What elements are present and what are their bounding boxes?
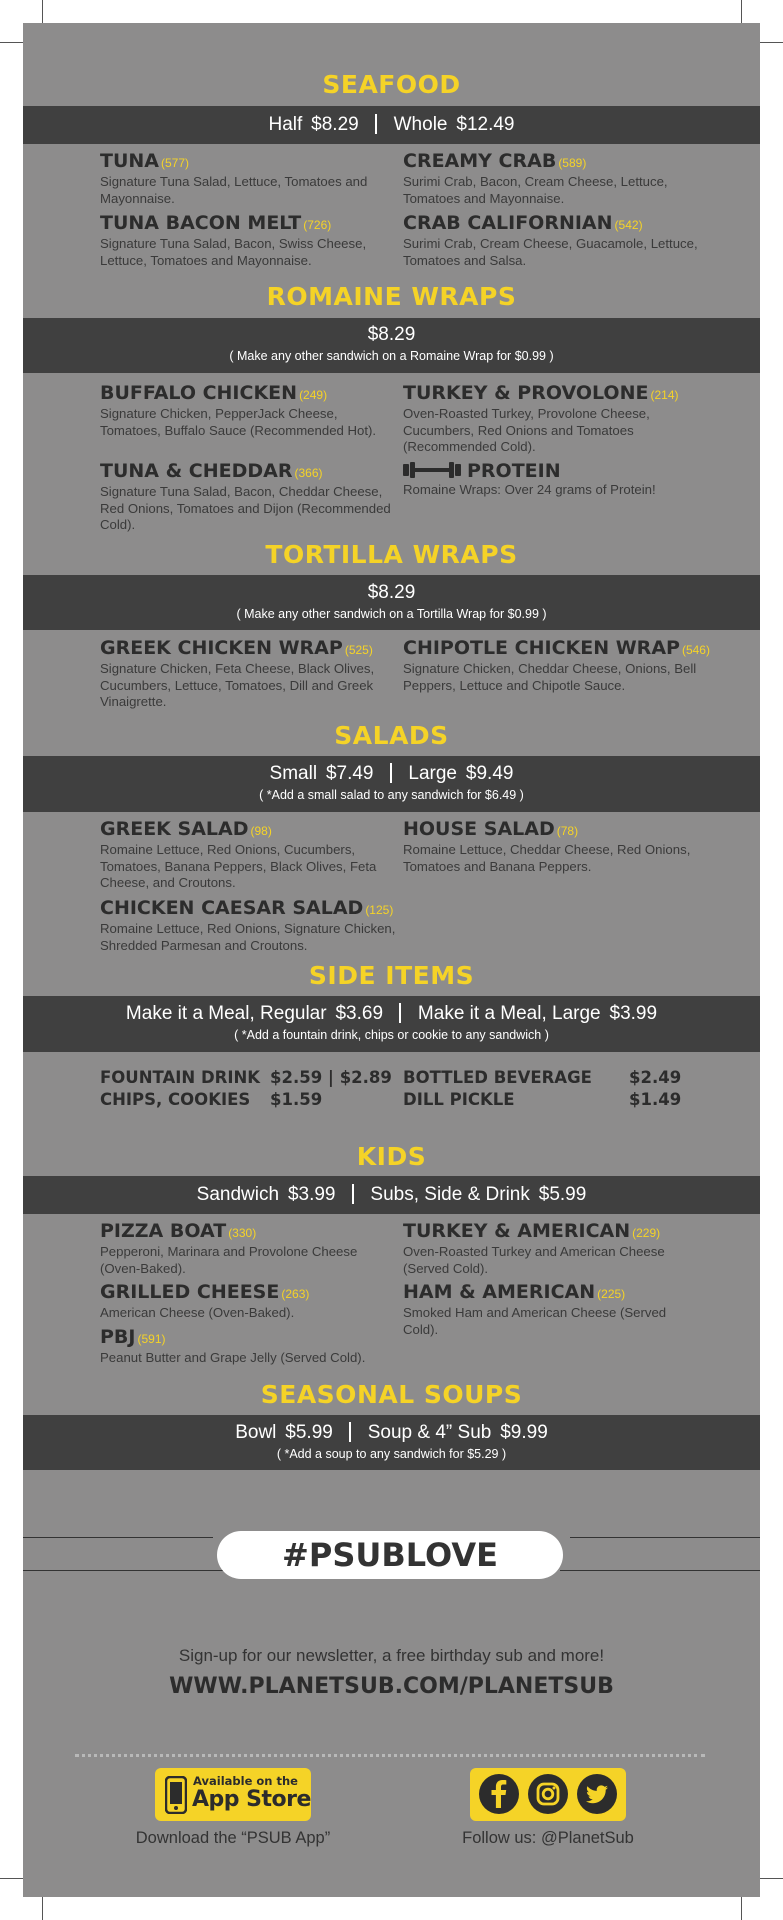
item-name-text: CREAMY CRAB: [403, 150, 557, 172]
item-name-text: PBJ: [100, 1326, 136, 1348]
item-name-text: BUFFALO CHICKEN: [100, 382, 298, 404]
meal-regular-price: $3.69: [335, 1003, 384, 1024]
meal-large-label: Make it a Meal, Large: [417, 1003, 601, 1024]
item-description: Signature Tuna Salad, Bacon, Cheddar Cheese, Red Onions, Tomatoes and Dijon (Recommended Cold).: [100, 484, 391, 532]
item-description: Romaine Lettuce, Red Onions, Signature Chicken, Shredded Parmesan and Croutons.: [100, 921, 396, 953]
item-description: Oven-Roasted Turkey and American Cheese (Served Cold).: [403, 1244, 665, 1276]
item-name: [100, 382, 400, 406]
app-store-small-text: Available on the: [193, 1774, 298, 1788]
item-calories: (577): [161, 156, 190, 170]
item-name-text: TUNA BACON MELT: [100, 212, 302, 234]
price-band-salads: [23, 756, 760, 812]
item-name-text: TURKEY & PROVOLONE: [403, 382, 649, 404]
item-calories: (225): [597, 1287, 626, 1301]
section-title-seafood: SEAFOOD: [322, 70, 461, 99]
meal-regular-label: Make it a Meal, Regular: [125, 1003, 327, 1024]
item-name: [403, 637, 710, 661]
follow-us-text: Follow us: @PlanetSub: [462, 1829, 634, 1847]
item-description: Smoked Ham and American Cheese (Served Cold).: [403, 1305, 667, 1337]
item-name: [403, 212, 703, 236]
item-calories: (98): [250, 824, 272, 838]
bowl-price: $5.99: [285, 1422, 333, 1443]
divider-line: [23, 1570, 223, 1571]
price-band-sides: [23, 996, 760, 1052]
item-name-text: CRAB CALIFORNIAN: [403, 212, 613, 234]
price-band-soups: [23, 1415, 760, 1470]
separator: [352, 1184, 354, 1204]
menu-item: [403, 1220, 703, 1277]
side-item: [403, 1090, 515, 1109]
menu-item: [100, 212, 400, 269]
large-label: Large: [408, 763, 458, 784]
item-name: [403, 818, 703, 842]
menu-item: [100, 637, 400, 711]
item-description: Signature Chicken, Cheddar Cheese, Onions, Bell Peppers, Lettuce and Chipotle Sauce.: [403, 661, 697, 693]
menu-item: [403, 637, 710, 694]
tortilla-note: ( Make any other sandwich on a Tortilla Wrap for $0.99 ): [236, 607, 547, 621]
section-title-salads: SALADS: [334, 721, 449, 750]
item-name: [100, 897, 400, 921]
side-name: DILL PICKLE: [403, 1090, 515, 1109]
item-name: [100, 1281, 400, 1305]
sides-note: ( *Add a fountain drink, chips or cookie to any sandwich ): [234, 1028, 549, 1042]
price-band-tortilla: [23, 575, 760, 630]
section-title-side-items: SIDE ITEMS: [308, 961, 475, 990]
item-name-text: TUNA: [100, 150, 159, 172]
item-name-text: TUNA & CHEDDAR: [100, 460, 293, 482]
social-links: [470, 1768, 626, 1821]
item-description: Signature Tuna Salad, Lettuce, Tomatoes and Mayonnaise.: [100, 174, 368, 206]
item-description: Romaine Wraps: Over 24 grams of Protein!: [403, 482, 656, 497]
soup-combo-label: Soup & 4” Sub: [367, 1422, 492, 1443]
side-price: $2.49: [629, 1068, 682, 1087]
menu-item: [403, 818, 703, 875]
item-name: [403, 460, 703, 482]
item-description: Romaine Lettuce, Red Onions, Cucumbers, Tomatoes, Banana Peppers, Black Olives, Feta Cheese, and Croutons.: [100, 842, 377, 890]
kids-sandwich-label: Sandwich: [196, 1184, 280, 1205]
item-calories: (546): [681, 643, 710, 657]
section-title-tortilla-wraps: TORTILLA WRAPS: [265, 540, 518, 569]
side-price: $1.49: [629, 1090, 682, 1109]
item-name: [100, 1326, 400, 1350]
app-store-button[interactable]: [155, 1768, 311, 1821]
item-name-text: GREEK CHICKEN WRAP: [100, 637, 343, 659]
item-calories: (589): [558, 156, 587, 170]
item-calories: (125): [365, 903, 394, 917]
side-name: BOTTLED BEVERAGE: [403, 1068, 592, 1087]
menu-item: [100, 818, 400, 892]
item-name-text: GRILLED CHEESE: [100, 1281, 280, 1303]
tortilla-price: $8.29: [367, 582, 416, 603]
menu-item: [100, 1326, 400, 1367]
soup-combo-price: $9.99: [500, 1422, 548, 1443]
section-title-kids: KIDS: [356, 1142, 427, 1171]
item-description: Surimi Crab, Cream Cheese, Guacamole, Lettuce, Tomatoes and Salsa.: [403, 236, 698, 268]
item-name-text: TURKEY & AMERICAN: [403, 1220, 631, 1242]
download-app-text: Download the “PSUB App”: [135, 1829, 331, 1847]
item-calories: (214): [650, 388, 679, 402]
item-name: [403, 382, 703, 406]
item-name-text: HAM & AMERICAN: [403, 1281, 596, 1303]
dumbbell-icon: [403, 461, 461, 479]
item-description: Romaine Lettuce, Cheddar Cheese, Red Onions, Tomatoes and Banana Peppers.: [403, 842, 691, 874]
separator: [349, 1422, 351, 1442]
half-label: Half: [268, 114, 303, 135]
menu-item: [403, 460, 703, 499]
side-price: $2.59 | $2.89: [270, 1068, 392, 1087]
romaine-price: $8.29: [367, 324, 416, 345]
bowl-label: Bowl: [235, 1422, 277, 1443]
item-name: [100, 150, 400, 174]
item-name: [100, 818, 400, 842]
section-title-romaine-wraps: ROMAINE WRAPS: [266, 282, 517, 311]
item-description: Signature Tuna Salad, Bacon, Swiss Cheese, Lettuce, Tomatoes and Mayonnaise.: [100, 236, 367, 268]
whole-price: $12.49: [456, 114, 515, 135]
separator: [399, 1003, 401, 1023]
item-calories: (591): [137, 1332, 166, 1346]
item-name: [100, 637, 400, 661]
item-name-text: GREEK SALAD: [100, 818, 249, 840]
large-price: $9.49: [465, 763, 514, 784]
item-calories: (525): [344, 643, 373, 657]
side-item: [100, 1068, 260, 1087]
menu-item: [100, 382, 400, 439]
half-price: $8.29: [311, 114, 359, 135]
phone-icon: [165, 1776, 187, 1814]
section-title-seasonal-soups: SEASONAL SOUPS: [260, 1380, 523, 1409]
item-calories: (229): [632, 1226, 661, 1240]
kids-sandwich-price: $3.99: [287, 1184, 336, 1205]
item-calories: (542): [614, 218, 643, 232]
item-calories: (249): [299, 388, 328, 402]
website-link[interactable]: WWW.PLANETSUB.COM/PLANETSUB: [169, 1674, 614, 1699]
item-name-text: PIZZA BOAT: [100, 1220, 227, 1242]
menu-item: [403, 150, 703, 207]
item-calories: (78): [556, 824, 579, 838]
separator: [390, 763, 392, 783]
item-name: [403, 1281, 703, 1305]
instagram-icon[interactable]: [528, 1774, 568, 1814]
app-store-big-text: App Store: [192, 1787, 311, 1812]
menu-item: [403, 212, 703, 269]
side-name: CHIPS, COOKIES: [100, 1090, 251, 1109]
item-description: Surimi Crab, Bacon, Cream Cheese, Lettuce, Tomatoes and Mayonnaise.: [403, 174, 668, 206]
item-calories: (726): [303, 218, 332, 232]
separator: [375, 114, 377, 134]
dotted-divider: [75, 1754, 705, 1757]
divider-line: [570, 1537, 760, 1538]
item-description: American Cheese (Oven-Baked).: [100, 1305, 295, 1320]
menu-item: [100, 1220, 400, 1277]
item-name: [100, 212, 400, 236]
kids-combo-price: $5.99: [538, 1184, 587, 1205]
whole-label: Whole: [393, 114, 448, 135]
menu-item: [100, 460, 400, 534]
divider-line: [560, 1570, 760, 1571]
side-item: [100, 1090, 250, 1109]
item-description: Signature Chicken, PepperJack Cheese, Tomatoes, Buffalo Sauce (Recommended Hot).: [100, 406, 377, 438]
price-band-romaine: [23, 318, 760, 373]
item-name-text: HOUSE SALAD: [403, 818, 555, 840]
newsletter-text: Sign-up for our newsletter, a free birthday sub and more!: [178, 1646, 605, 1665]
salads-note: ( *Add a small salad to any sandwich for $6.49 ): [259, 788, 524, 802]
hashtag-banner: #PSUBLOVE: [217, 1531, 563, 1579]
small-price: $7.49: [325, 763, 374, 784]
item-name: [403, 150, 703, 174]
small-label: Small: [269, 763, 318, 784]
price-band-seafood: [23, 106, 760, 144]
item-calories: (366): [294, 466, 323, 480]
menu-item: [100, 897, 400, 954]
item-description: Oven-Roasted Turkey, Provolone Cheese, Cucumbers, Red Onions and Tomatoes (Recommended Cold).: [403, 406, 650, 454]
item-description: Pepperoni, Marinara and Provolone Cheese (Oven-Baked).: [100, 1244, 358, 1276]
item-calories: (263): [281, 1287, 310, 1301]
meal-large-price: $3.99: [609, 1003, 658, 1024]
facebook-icon[interactable]: [479, 1774, 519, 1814]
soups-note: ( *Add a soup to any sandwich for $5.29 ): [276, 1447, 507, 1461]
item-description: Peanut Butter and Grape Jelly (Served Cold).: [100, 1350, 366, 1365]
item-calories: (330): [228, 1226, 257, 1240]
item-name: [100, 1220, 400, 1244]
item-name: [100, 460, 400, 484]
side-item: [403, 1068, 592, 1087]
item-name-text: PROTEIN: [467, 460, 561, 482]
menu-item: [100, 1281, 400, 1322]
romaine-note: ( Make any other sandwich on a Romaine Wrap for $0.99 ): [229, 349, 554, 363]
item-name-text: CHICKEN CAESAR SALAD: [100, 897, 364, 919]
menu-item: [100, 150, 400, 207]
side-price: $1.59: [270, 1090, 323, 1109]
price-band-kids: [23, 1176, 760, 1214]
menu-item: [403, 382, 703, 456]
item-description: Signature Chicken, Feta Cheese, Black Olives, Cucumbers, Lettuce, Tomatoes, Dill and Greek Vinaigrette.: [100, 661, 375, 709]
divider-line: [23, 1537, 213, 1538]
kids-combo-label: Subs, Side & Drink: [370, 1184, 530, 1205]
twitter-icon[interactable]: [577, 1774, 617, 1814]
side-name: FOUNTAIN DRINK: [100, 1068, 261, 1087]
item-name-text: CHIPOTLE CHICKEN WRAP: [403, 637, 680, 659]
menu-item: [403, 1281, 703, 1338]
item-name: [403, 1220, 703, 1244]
